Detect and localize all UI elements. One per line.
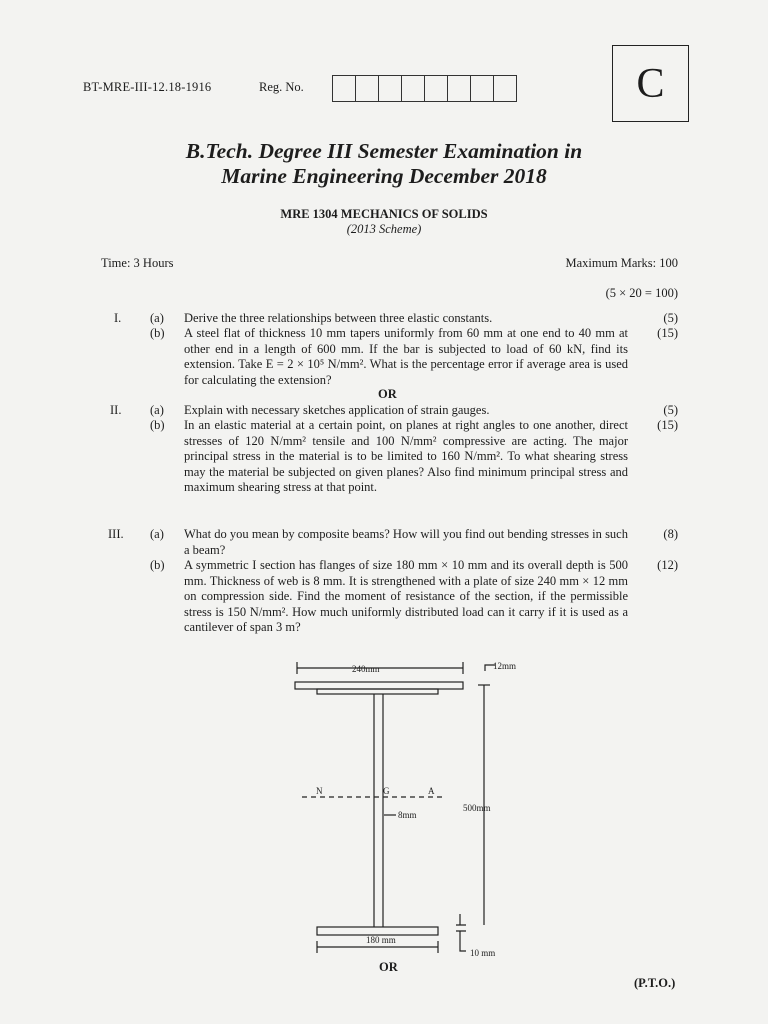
flange-thickness-label: 10 mm: [470, 948, 496, 958]
web-thickness-label: 8mm: [398, 810, 417, 820]
reg-no-box: [493, 75, 517, 102]
bottom-flange: [317, 927, 438, 935]
part-label: (a): [150, 527, 164, 541]
question-text: A symmetric I section has flanges of size 180 mm × 10 mm and its overall depth is 500 mm. Thickness of web is 8 mm. It is strengthened with a plate of size 240 mm × 12 mm on compression side. Find the moment of resistance of the section, if the permissible stress is 150 N/mm². How much uniformly distributed load can it carry if it is used as a cantilever of span 3 m?: [184, 558, 628, 635]
reg-no-label: Reg. No.: [259, 80, 304, 94]
question-marks: (15): [657, 326, 678, 340]
reg-no-box: [470, 75, 494, 102]
reg-no-box: [401, 75, 425, 102]
reg-no-box: [355, 75, 379, 102]
or-separator: OR: [378, 387, 397, 401]
pto-label: (P.T.O.): [634, 976, 676, 990]
or-separator: OR: [379, 960, 398, 974]
question-text: Derive the three relationships between three elastic constants.: [184, 311, 493, 325]
plate-thickness-label: 12mm: [493, 661, 517, 671]
subject-title: MRE 1304 MECHANICS OF SOLIDS: [280, 207, 488, 221]
exam-title-line1: B.Tech. Degree III Semester Examination in: [185, 139, 583, 163]
neutral-axis-left-label: N: [316, 786, 323, 796]
top-plate: [295, 682, 463, 689]
part-label: (b): [150, 558, 165, 572]
part-label: (a): [150, 311, 164, 325]
top-flange: [317, 689, 438, 694]
question-number: I.: [114, 311, 122, 325]
question-number: II.: [110, 403, 122, 417]
question-text: Explain with necessary sketches application of strain gauges.: [184, 403, 490, 417]
depth-label: 500mm: [463, 803, 491, 813]
question-text: A steel flat of thickness 10 mm tapers uniformly from 60 mm at one end to 40 mm at other end in a length of 600 mm. If the bar is subjected to load of 60 kN, find its extension. Take E = 2 × 10⁵ N/mm². What is the percentage error if average area is used for calculating the extension?: [184, 326, 628, 387]
question-number: III.: [108, 527, 124, 541]
reg-no-box: [332, 75, 356, 102]
maximum-marks: Maximum Marks: 100: [565, 256, 678, 270]
question-marks: (12): [657, 558, 678, 572]
top-plate-width-label: 240mm: [352, 664, 380, 674]
reg-no-boxes: [333, 75, 517, 102]
reg-no-box: [378, 75, 402, 102]
reg-no-box: [447, 75, 471, 102]
centroid-label: G: [383, 786, 390, 796]
question-set-box: [612, 45, 689, 122]
question-marks: (5): [663, 403, 678, 417]
part-label: (b): [150, 418, 165, 432]
question-text: In an elastic material at a certain point, on planes at right angles to one another, direct stresses of 120 N/mm² tensile and 100 N/mm² compressive are acting. The major principal stress in the material is to be limited to 160 N/mm². To what shearing stress may the material be subjected on given planes? Also find minimum principal stress and maximum shearing stress at that point.: [184, 418, 628, 495]
exam-title-line2: Marine Engineering December 2018: [221, 164, 547, 188]
reg-no-box: [424, 75, 448, 102]
flange-thickness-marker: [456, 914, 466, 951]
part-label: (b): [150, 326, 165, 340]
bottom-flange-width-label: 180 mm: [366, 935, 396, 945]
question-marks: (15): [657, 418, 678, 432]
marks-allocation: (5 × 20 = 100): [605, 286, 678, 300]
neutral-axis-right-label: A: [428, 786, 435, 796]
paper-code: BT-MRE-III-12.18-1916: [83, 80, 212, 94]
question-text: What do you mean by composite beams? How will you find out bending stresses in such a beam?: [184, 527, 628, 557]
question-marks: (5): [663, 311, 678, 325]
part-label: (a): [150, 403, 164, 417]
scheme: (2013 Scheme): [346, 222, 422, 236]
i-section-figure: [280, 655, 540, 965]
question-marks: (8): [663, 527, 678, 541]
exam-duration: Time: 3 Hours: [101, 256, 174, 270]
set-letter: C: [636, 60, 665, 107]
